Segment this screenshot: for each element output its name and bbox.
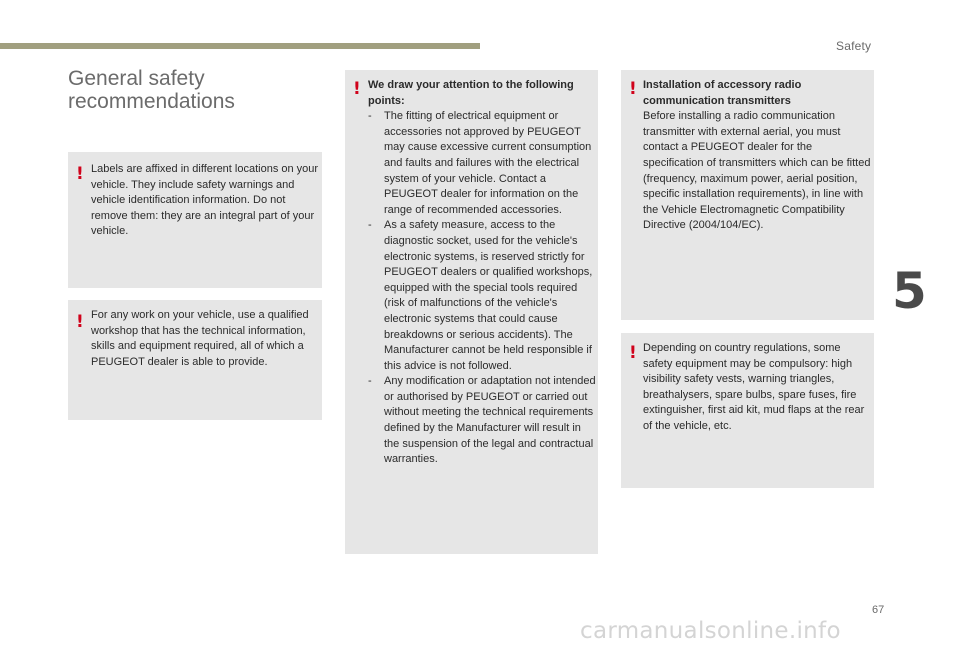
workshop-warning-box [68,300,322,420]
page-number: 67 [872,604,885,616]
equipment-warning-box [621,333,874,488]
warning-icon: ! [76,312,84,332]
warning-icon: ! [76,164,84,184]
attention-list [368,109,596,468]
transmitters-text: Before installing a radio communication transmitter with external aerial, you must contact a PEUGEOT dealer for the specification of transmitters which can be fitted (frequency, maximum power, aerial position, specific installation requirements), in line with the Vehicle Electromagnetic Compatibility Directive (2004/104/EC). [643,110,871,232]
transmitters-heading: Installation of accessory radio communication transmitters [643,79,802,107]
section-label: Safety [836,39,872,53]
attention-heading: We draw your attention to the following points: [368,79,574,107]
transmitters-warning-box [621,70,874,320]
warning-icon: ! [629,343,637,363]
watermark: carmanualsonline.info [580,618,841,644]
header-accent-rule [0,43,480,49]
list-item-text: As a safety measure, access to the diagnostic socket, used for the vehicle's electronic systems, is reserved strictly for PEUGEOT dealers or qualified workshops, equipped with the special tools required (risk of malfunctions of the vehicle's electronic systems that could cause breakdowns or serious accidents). The Manufacturer cannot be held responsible if this advice is not followed. [384,219,593,372]
transmitters-warning-content [643,78,871,234]
attention-warning-box [345,70,598,554]
list-dash: - [368,219,372,232]
list-item-text: The fitting of electrical equipment or accessories not approved by PEUGEOT may cause excessive current consumption and faults and failures with the electrical system of your vehicle. Contact a PEUGEOT dealer for information on the range of recommended accessories. [384,110,592,216]
list-item [368,109,596,218]
labels-warning-box [68,152,322,288]
warning-icon: ! [353,79,361,99]
equipment-warning-text: Depending on country regulations, some safety equipment may be compulsory: high visibility safety vests, warning triangles, breathalysers, spare bulbs, spare fuses, fire extinguisher, first aid kit, mud flaps at the rear of the vehicle, etc. [643,342,865,432]
list-dash: - [368,375,372,388]
list-item [368,218,596,374]
list-item-text: Any modification or adaptation not intended or authorised by PEUGEOT or carried out without meeting the technical requirements defined by the Manufacturer will result in the suspension of the legal and contractual warranties. [384,375,596,466]
page-title: General safety recommendations [68,67,235,113]
chapter-number-tab: 5 [892,262,927,320]
warning-icon: ! [629,79,637,99]
list-dash: - [368,110,372,123]
workshop-warning-text: For any work on your vehicle, use a qualified workshop that has the technical information, skills and equipment required, all of which a PEUGEOT dealer is able to provide. [91,309,309,368]
attention-warning-content [368,78,596,468]
labels-warning-text: Labels are affixed in different locations on your vehicle. They include safety warnings and vehicle identification information. Do not remove them: they are an integral part of your vehicle. [91,163,319,238]
list-item [368,374,596,468]
